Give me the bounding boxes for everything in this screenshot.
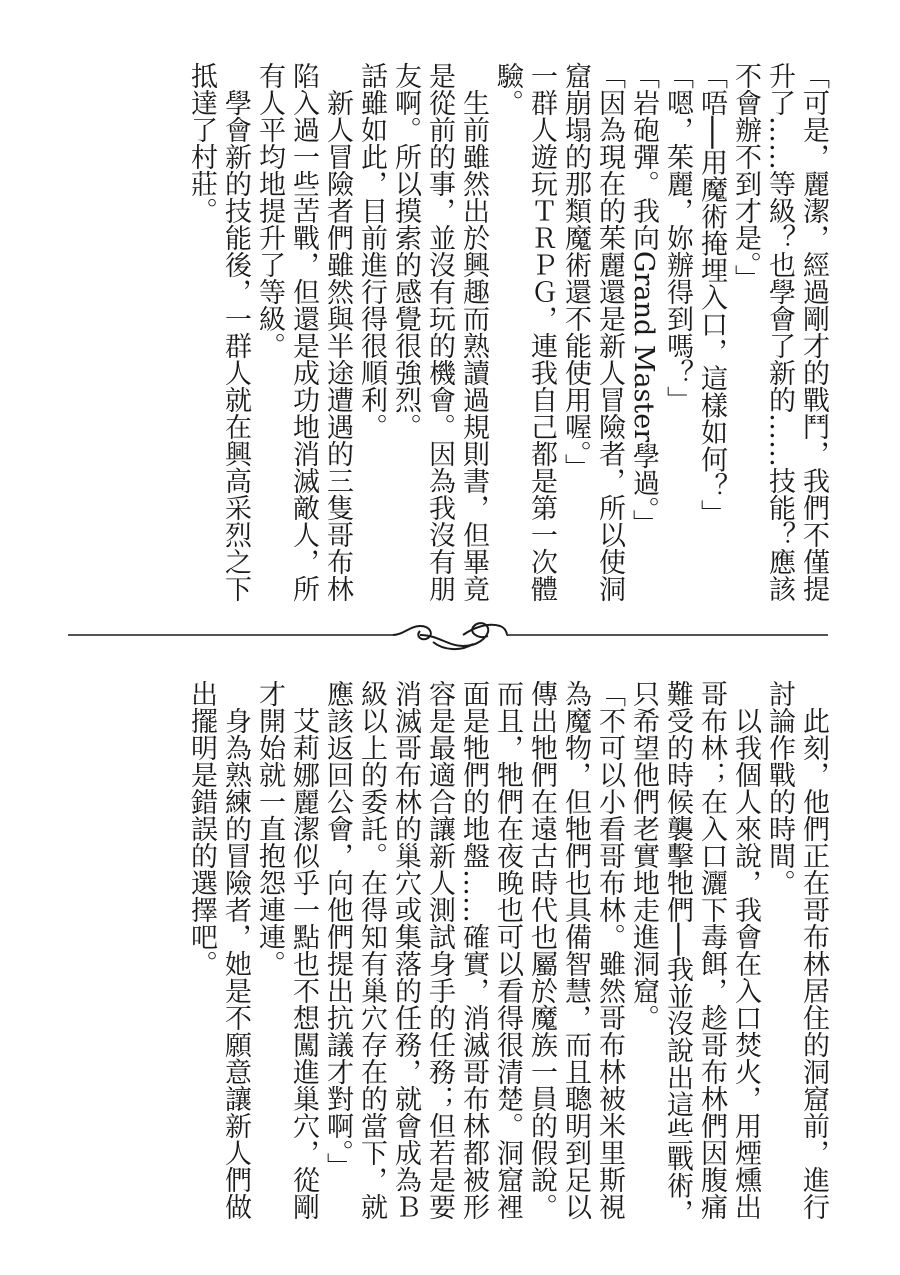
paragraph: 話雖如此，目前進行得很順利。	[356, 62, 387, 440]
section-divider	[68, 612, 828, 658]
paragraph: 一群人遊玩ＴＲＰＧ，連我自己都是第一次體驗。	[492, 62, 557, 602]
paragraph: 艾莉娜麗潔似乎一點也不想闖進巢穴，從剛才開始就一直抱怨連連。	[254, 680, 319, 1220]
paragraph: 學會新的技能後，一群人就在興高采烈之下抵達了村莊。	[186, 62, 251, 602]
paragraph: 「不可以小看哥布林。雖然哥布林被米里斯視為魔物，但牠們也具備智慧，而且聰明到足以傳出牠們在遠古時代也屬於魔族一員的假說。而且，牠們在夜晚也可以看得很清楚。洞窟裡面是牠們的地盤……確實，消滅哥布林都被形容是最適合讓新人測試身手的任務；但若是要消滅哥布林的巢穴或集落的任務，就會成為Ｂ級以上的委託。在得知有巢穴存在的當下，就應該返回公會，向他們提出抗議才對啊。」	[322, 680, 625, 1220]
paragraph: 「可是，麗潔，經過剛才的戰鬥，我們不僅提升了……等級？也學會了新的……技能？應該不會辦不到才是。」	[730, 62, 829, 602]
paragraph: 身為熟練的冒險者，她是不願意讓新人們做出擺明是錯誤的選擇吧。	[186, 680, 251, 1220]
paragraph: 生前雖然出於興趣而熟讀過規則書，但畢竟是從前的事，並沒有玩的機會。因為我沒有朋友啊。所以摸索的感覺很強烈。	[390, 62, 489, 602]
paragraph: 此刻，他們正在哥布林居住的洞窟前，進行討論作戰的時間。	[764, 680, 829, 1220]
upper-text-block	[60, 62, 830, 608]
paragraph: 「因為現在的茱麗還是新人冒險者，所以使洞窟崩塌的那類魔術還不能使用喔。」	[560, 62, 625, 602]
paragraph: 「嗯，茱麗，妳辦得到嗎？」	[662, 62, 693, 413]
paragraph: 以我個人來說，我會在入口焚火，用煙燻出哥布林；在入口灑下毒餌，趁哥布林們因腹痛難受的時候襲擊牠們──我並沒說出這些戰術，只希望他們老實地走進洞窟。	[628, 680, 761, 1226]
lower-text-block	[60, 680, 830, 1228]
flourish-icon	[393, 623, 508, 649]
paragraph: 「唔──用魔術掩埋入口，這樣如何？」	[696, 62, 727, 527]
paragraph: 新人冒險者們雖然與半途遭遇的三隻哥布林陷入過一些苦戰，但還是成功地消滅敵人，所有人平均地提升了等級。	[254, 62, 353, 602]
paragraph: 「岩砲彈。我向Grand Master學過。」	[628, 62, 659, 537]
